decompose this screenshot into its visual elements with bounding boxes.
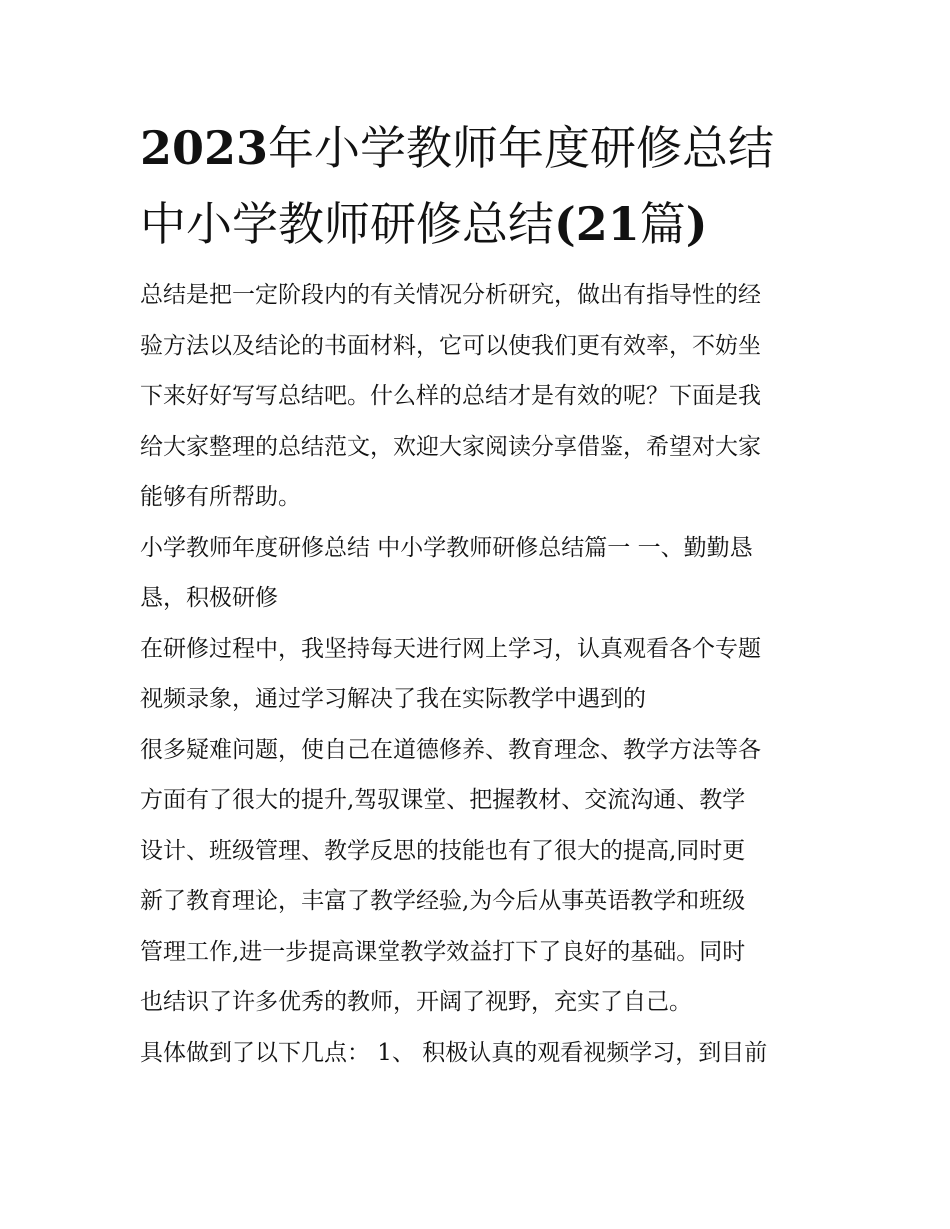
- text-line: 小学教师年度研修总结 中小学教师研修总结篇一 一、勤勤恳: [140, 534, 753, 561]
- title-line-1: [140, 110, 820, 186]
- text-line: 能够有所帮助。: [140, 484, 301, 510]
- text-line: 给大家整理的总结范文，欢迎大家阅读分享借鉴，希望对大家: [140, 433, 761, 460]
- text-line: 很多疑难问题，使自己在道德修养、教育理念、教学方法等各: [140, 736, 761, 763]
- text-line: 管理工作,进一步提高课堂教学效益打下了良好的基础。同时: [140, 938, 746, 965]
- text-line: 恳，积极研修: [140, 585, 278, 611]
- paragraph-section-heading: [140, 523, 820, 624]
- text-line: 具体做到了以下几点： 1、 积极认真的观看视频学习，到目前: [140, 1039, 768, 1066]
- text-line: 也结识了许多优秀的教师，开阔了视野，充实了自己。: [140, 989, 692, 1015]
- text-line: 总结是把一定阶段内的有关情况分析研究，做出有指导性的经: [140, 282, 761, 308]
- title-close-paren: ): [685, 197, 708, 251]
- title-line-1-text: 年小学教师年度研修总结: [268, 121, 775, 175]
- paragraph-study-process: [140, 624, 820, 725]
- text-line: 下来好好写写总结吧。什么样的总结才是有效的呢？下面是我: [140, 383, 761, 409]
- title-count: (21: [554, 197, 640, 251]
- title-year: 2023: [140, 121, 269, 175]
- title-line-2: [140, 186, 820, 262]
- text-line: 视频录象，通过学习解决了我在实际教学中遇到的: [140, 686, 646, 712]
- document-title: [140, 110, 820, 262]
- text-line: 在研修过程中，我坚持每天进行网上学习，认真观看各个专题: [140, 635, 761, 662]
- title-line-2-text: 中小学教师研修总结: [140, 197, 554, 251]
- text-line: 新了教育理论，丰富了教学经验,为今后从事英语教学和班级: [140, 888, 746, 914]
- text-line: 验方法以及结论的书面材料，它可以使我们更有效率，不妨坐: [140, 332, 761, 359]
- paragraph-points: [140, 1028, 820, 1079]
- text-line: 方面有了很大的提升,驾驭课堂、把握教材、交流沟通、教学: [140, 787, 746, 813]
- text-line: 设计、班级管理、教学反思的技能也有了很大的提高,同时更: [140, 837, 746, 864]
- paragraph-improvements: [140, 725, 820, 1028]
- title-count-unit: 篇: [639, 197, 686, 251]
- paragraph-intro: [140, 270, 820, 523]
- document-body: [140, 270, 820, 1078]
